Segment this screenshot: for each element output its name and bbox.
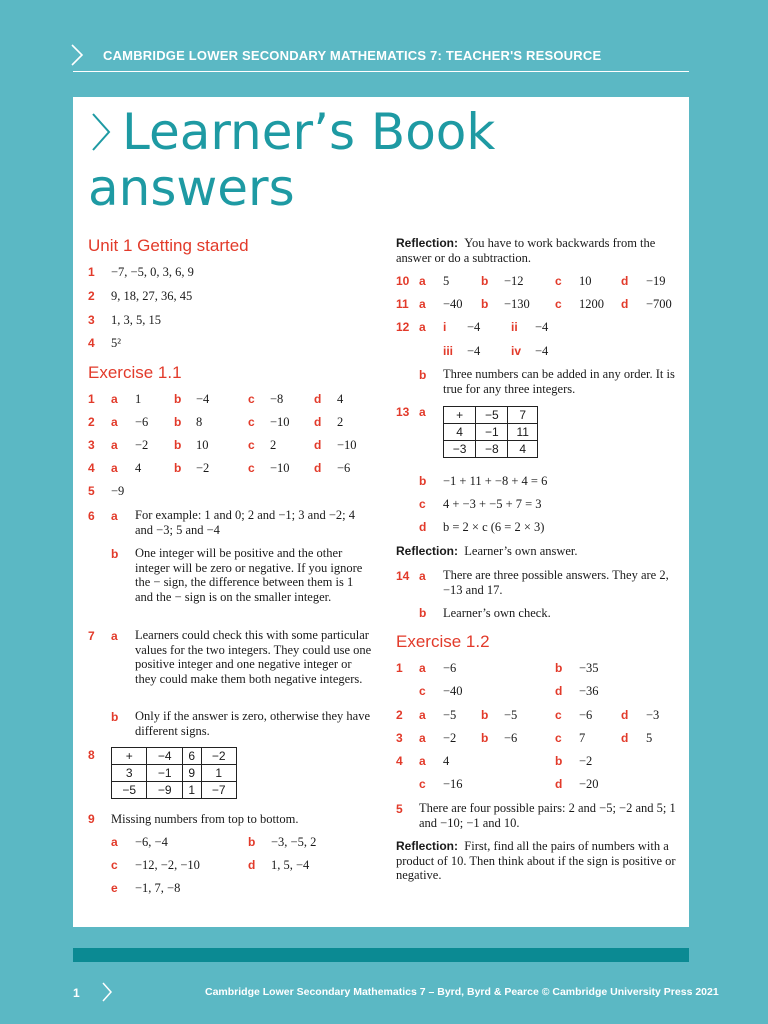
chevron-right-icon bbox=[88, 112, 114, 152]
answer-text: Learners could check this with some particular values for the two integers. They could use one positive integer and one negative integer or they could make them both negative integers. bbox=[135, 628, 372, 686]
reflection-text: First, find all the pairs of numbers with a product of 10. Then think about if the sign is positive or negative. bbox=[396, 839, 676, 882]
question-number: 5 bbox=[396, 802, 403, 816]
part-letter: d bbox=[621, 731, 629, 745]
answer-text: 9, 18, 27, 36, 45 bbox=[111, 289, 193, 303]
answer-d: −20 bbox=[579, 777, 599, 791]
grid-cell: 6 bbox=[182, 748, 201, 765]
answer-b: −2 bbox=[579, 754, 593, 768]
part-letter: a bbox=[419, 731, 426, 745]
answer-text: 1, 3, 5, 15 bbox=[111, 313, 161, 327]
part-letter: d bbox=[621, 708, 629, 722]
answer-a: 4 bbox=[443, 754, 450, 768]
part-letter: i bbox=[443, 320, 447, 334]
answer-c: −10 bbox=[270, 461, 290, 475]
question-number: 10 bbox=[396, 274, 410, 288]
part-letter: c bbox=[555, 297, 562, 311]
answer-text: One integer will be positive and the other integer will be zero or negative. If you ignore the − sign, the difference between them is 1 and the − sign is on the smaller integer. bbox=[135, 546, 363, 604]
part-letter: d bbox=[314, 438, 322, 452]
part-letter: d bbox=[314, 392, 322, 406]
answer-c: −12, −2, −10 bbox=[135, 858, 200, 872]
grid-cell: −8 bbox=[476, 441, 508, 458]
answer-d: −10 bbox=[337, 438, 357, 452]
question-number: 4 bbox=[88, 336, 95, 350]
answer-a: −6 bbox=[443, 661, 457, 675]
answer-c: 10 bbox=[579, 274, 592, 288]
part-letter: c bbox=[248, 438, 255, 452]
reflection-text: Learner’s own answer. bbox=[464, 544, 578, 558]
grid-cell: 4 bbox=[508, 441, 538, 458]
grid-cell: −3 bbox=[444, 441, 476, 458]
answer-d: 1, 5, −4 bbox=[271, 858, 310, 872]
answer-d: −6 bbox=[337, 461, 351, 475]
grid-cell: −1 bbox=[476, 424, 508, 441]
answer-text: −9 bbox=[111, 484, 125, 498]
answer-b: 10 bbox=[196, 438, 209, 452]
footer-bar bbox=[73, 948, 689, 962]
answer-ai: −4 bbox=[467, 320, 481, 334]
page-title bbox=[88, 104, 495, 216]
part-letter: a bbox=[111, 629, 118, 643]
answer-a: −6, −4 bbox=[135, 835, 168, 849]
title-line-2: answers bbox=[88, 159, 295, 217]
answer-a: 5 bbox=[443, 274, 450, 288]
grid-cell: 7 bbox=[508, 407, 538, 424]
part-letter: iv bbox=[511, 344, 522, 358]
part-letter: c bbox=[419, 684, 426, 698]
question-number: 4 bbox=[88, 461, 95, 475]
part-letter: c bbox=[248, 415, 255, 429]
question-number: 4 bbox=[396, 754, 403, 768]
part-letter: d bbox=[419, 520, 427, 534]
part-letter: a bbox=[111, 392, 118, 406]
part-letter: b bbox=[111, 547, 119, 561]
part-letter: c bbox=[419, 777, 426, 791]
part-letter: a bbox=[111, 415, 118, 429]
part-letter: b bbox=[481, 708, 489, 722]
part-letter: d bbox=[314, 461, 322, 475]
part-letter: b bbox=[481, 297, 489, 311]
grid-cell: 1 bbox=[182, 782, 201, 799]
answer-c: −16 bbox=[443, 777, 463, 791]
grid-cell: −1 bbox=[147, 765, 182, 782]
part-letter: a bbox=[419, 661, 426, 675]
grid-cell: 1 bbox=[201, 765, 237, 782]
answer-a: 1 bbox=[135, 392, 142, 406]
question-number: 5 bbox=[88, 484, 95, 498]
answer-b: −12 bbox=[504, 274, 524, 288]
question-number: 13 bbox=[396, 405, 410, 419]
part-letter: a bbox=[419, 405, 426, 419]
answer-e: −1, 7, −8 bbox=[135, 881, 181, 895]
part-letter: b bbox=[174, 438, 182, 452]
addition-grid bbox=[443, 406, 538, 458]
part-letter: b bbox=[555, 661, 563, 675]
answer-d: −700 bbox=[646, 297, 672, 311]
part-letter: b bbox=[174, 461, 182, 475]
grid-cell: + bbox=[112, 748, 147, 765]
part-letter: c bbox=[555, 731, 562, 745]
part-letter: c bbox=[419, 497, 426, 511]
part-letter: e bbox=[111, 881, 118, 895]
part-letter: c bbox=[248, 392, 255, 406]
answer-b: −4 bbox=[196, 392, 210, 406]
question-number: 7 bbox=[88, 629, 95, 643]
question-number: 1 bbox=[396, 661, 403, 675]
answer-a: −40 bbox=[443, 297, 463, 311]
question-number: 11 bbox=[396, 297, 409, 311]
part-letter: b bbox=[248, 835, 256, 849]
answer-aiv: −4 bbox=[535, 344, 549, 358]
answer-text: Only if the answer is zero, otherwise they have different signs. bbox=[135, 709, 370, 738]
question-number: 1 bbox=[88, 265, 95, 279]
answer-c: −40 bbox=[443, 684, 463, 698]
answer-d: 5 bbox=[646, 731, 653, 745]
part-letter: d bbox=[621, 297, 629, 311]
title-line-1: Learner’s Book bbox=[122, 103, 496, 161]
grid-cell: 3 bbox=[112, 765, 147, 782]
grid-cell: −4 bbox=[147, 748, 182, 765]
footer-copyright: Cambridge Lower Secondary Mathematics 7 – Byrd, Byrd & Pearce © Cambridge University Press 2021 bbox=[205, 986, 719, 998]
answer-c: −10 bbox=[270, 415, 290, 429]
answer-b: 8 bbox=[196, 415, 203, 429]
grid-cell: −5 bbox=[112, 782, 147, 799]
answer-text: Missing numbers from top to bottom. bbox=[111, 812, 299, 826]
part-letter: b bbox=[174, 392, 182, 406]
page-header bbox=[0, 0, 768, 110]
answer-text: For example: 1 and 0; 2 and −1; 3 and −2; 4 and −3; 5 and −4 bbox=[135, 508, 355, 537]
reflection bbox=[396, 236, 681, 265]
part-letter: c bbox=[248, 461, 255, 475]
part-letter: c bbox=[555, 274, 562, 288]
addition-grid bbox=[111, 747, 237, 799]
answer-b: −2 bbox=[196, 461, 210, 475]
reflection-text: You have to work backwards from the answer or do a subtraction. bbox=[396, 236, 656, 265]
question-number: 2 bbox=[396, 708, 403, 722]
question-number: 3 bbox=[88, 438, 95, 452]
question-number: 14 bbox=[396, 569, 410, 583]
part-letter: a bbox=[111, 835, 118, 849]
header-title: CAMBRIDGE LOWER SECONDARY MATHEMATICS 7: TEACHER'S RESOURCE bbox=[103, 48, 602, 63]
question-number: 9 bbox=[88, 812, 95, 826]
answer-a: −6 bbox=[135, 415, 149, 429]
reflection bbox=[396, 544, 681, 559]
part-letter: b bbox=[419, 606, 427, 620]
part-letter: a bbox=[111, 461, 118, 475]
question-number: 1 bbox=[88, 392, 95, 406]
reflection-label: Reflection: bbox=[396, 839, 459, 853]
part-letter: b bbox=[555, 754, 563, 768]
answer-b: −3, −5, 2 bbox=[271, 835, 317, 849]
answer-text: b = 2 × c (6 = 2 × 3) bbox=[443, 520, 545, 534]
answer-c: 7 bbox=[579, 731, 586, 745]
answer-d: −36 bbox=[579, 684, 599, 698]
part-letter: a bbox=[419, 320, 426, 334]
part-letter: a bbox=[419, 708, 426, 722]
exercise-heading: Exercise 1.2 bbox=[396, 632, 490, 651]
grid-cell: −5 bbox=[476, 407, 508, 424]
grid-cell: −2 bbox=[201, 748, 237, 765]
reflection-label: Reflection: bbox=[396, 236, 459, 250]
answer-d: 4 bbox=[337, 392, 344, 406]
part-letter: b bbox=[111, 710, 119, 724]
grid-cell: + bbox=[444, 407, 476, 424]
answer-a: −2 bbox=[135, 438, 149, 452]
exercise-heading: Exercise 1.1 bbox=[88, 363, 182, 382]
question-number: 8 bbox=[88, 748, 95, 762]
chevron-right-icon bbox=[101, 982, 113, 1002]
part-letter: c bbox=[111, 858, 118, 872]
part-letter: a bbox=[419, 754, 426, 768]
part-letter: d bbox=[314, 415, 322, 429]
grid-cell: 9 bbox=[182, 765, 201, 782]
answer-text: 4 + −3 + −5 + 7 = 3 bbox=[443, 497, 542, 511]
reflection-label: Reflection: bbox=[396, 544, 459, 558]
answer-text: −1 + 11 + −8 + 4 = 6 bbox=[443, 474, 548, 488]
question-number: 6 bbox=[88, 509, 95, 523]
question-number: 3 bbox=[396, 731, 403, 745]
part-letter: d bbox=[555, 777, 563, 791]
question-number: 2 bbox=[88, 289, 95, 303]
answer-aiii: −4 bbox=[467, 344, 481, 358]
answer-a: −5 bbox=[443, 708, 457, 722]
part-letter: b bbox=[419, 474, 427, 488]
answer-d: −19 bbox=[646, 274, 666, 288]
header-rule bbox=[73, 71, 689, 72]
answer-b: −130 bbox=[504, 297, 530, 311]
part-letter: b bbox=[174, 415, 182, 429]
part-letter: d bbox=[248, 858, 256, 872]
answer-b: −35 bbox=[579, 661, 599, 675]
answer-text: Three numbers can be added in any order. It is true for any three integers. bbox=[443, 367, 675, 396]
part-letter: b bbox=[419, 368, 427, 382]
unit-heading: Unit 1 Getting started bbox=[88, 236, 249, 255]
part-letter: a bbox=[419, 297, 426, 311]
answer-b: −6 bbox=[504, 731, 518, 745]
part-letter: ii bbox=[511, 320, 518, 334]
part-letter: b bbox=[481, 731, 489, 745]
part-letter: iii bbox=[443, 344, 454, 358]
question-number: 12 bbox=[396, 320, 410, 334]
answer-d: 2 bbox=[337, 415, 344, 429]
answer-c: 2 bbox=[270, 438, 277, 452]
answer-d: −3 bbox=[646, 708, 660, 722]
reflection bbox=[396, 839, 681, 883]
answer-c: −8 bbox=[270, 392, 284, 406]
answer-aii: −4 bbox=[535, 320, 549, 334]
grid-cell: −7 bbox=[201, 782, 237, 799]
part-letter: a bbox=[419, 569, 426, 583]
answer-text: There are four possible pairs: 2 and −5; −2 and 5; 1 and −10; −1 and 10. bbox=[419, 801, 676, 830]
grid-cell: −9 bbox=[147, 782, 182, 799]
part-letter: a bbox=[111, 509, 118, 523]
part-letter: b bbox=[481, 274, 489, 288]
answer-text: −7, −5, 0, 3, 6, 9 bbox=[111, 265, 194, 279]
answer-text: 5² bbox=[111, 336, 121, 350]
chevron-right-icon bbox=[70, 44, 84, 66]
part-letter: a bbox=[111, 438, 118, 452]
answer-b: −5 bbox=[504, 708, 518, 722]
question-number: 2 bbox=[88, 415, 95, 429]
answer-text: There are three possible answers. They are 2, −13 and 17. bbox=[443, 568, 669, 597]
answer-a: −2 bbox=[443, 731, 457, 745]
grid-cell: 4 bbox=[444, 424, 476, 441]
answer-c: 1200 bbox=[579, 297, 604, 311]
answer-c: −6 bbox=[579, 708, 593, 722]
grid-cell: 11 bbox=[508, 424, 538, 441]
page-number: 1 bbox=[73, 986, 80, 1000]
part-letter: d bbox=[555, 684, 563, 698]
answer-text: Learner’s own check. bbox=[443, 606, 551, 620]
question-number: 3 bbox=[88, 313, 95, 327]
part-letter: c bbox=[555, 708, 562, 722]
answer-a: 4 bbox=[135, 461, 142, 475]
part-letter: a bbox=[419, 274, 426, 288]
part-letter: d bbox=[621, 274, 629, 288]
